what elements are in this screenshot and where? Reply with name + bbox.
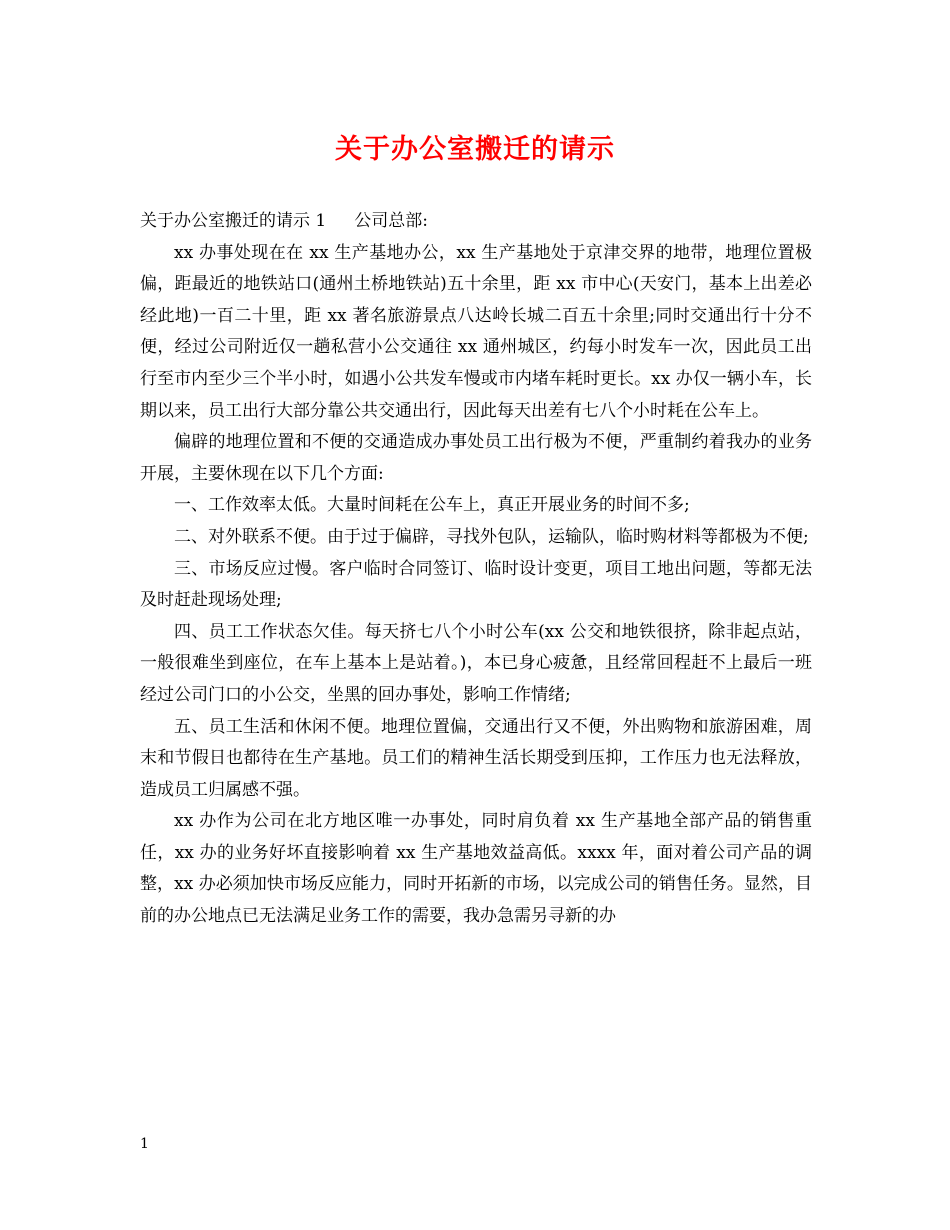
paragraph: xx 办作为公司在北方地区唯一办事处，同时肩负着 xx 生产基地全部产品的销售重任，xx 办的业务好坏直接影响着 xx 生产基地效益高低。xxxx 年，面对着公司产品的调整，xx 办必须加快市场反应能力，同时开拓新的市场，以完成公司的销售任务。显然，目前的办公地点已无法满足业务工作的需要，我办急需另寻新的办 — [140, 811, 812, 927]
paragraph: xx 办事处现在在 xx 生产基地办公，xx 生产基地处于京津交界的地带，地理位置极偏，距最近的地铁站口(通州土桥地铁站)五十余里，距 xx 市中心(天安门，基本上出差必经此地)一百二十里，距 xx 著名旅游景点八达岭长城二百五十余里;同时交通出行十分不便，经过公司附近仅一趟私营小公交通往 xx 通州城区，约每小时发车一次，因此员工出行至市内至少三个半小时，如遇小公共发车慢或市内堵车耗时更长。xx 办仅一辆小车，长期以来，员工出行大部分靠公共交通出行，因此每天出差有七八个小时耗在公车上。 — [140, 242, 812, 421]
document-title: 关于办公室搬迁的请示 — [335, 134, 615, 165]
paragraph: 一、工作效率太低。大量时间耗在公车上，真正开展业务的时间不多; — [174, 495, 690, 516]
paragraph: 三、市场反应过慢。客户临时合同签订、临时设计变更，项目工地出问题，等都无法及时赶赴现场处理; — [140, 558, 812, 611]
paragraph: 二、对外联系不便。由于过于偏辟，寻找外包队，运输队，临时购材料等都极为不便; — [174, 526, 809, 547]
section-heading: 关于办公室搬迁的请示 1 — [140, 211, 327, 231]
paragraph: 四、员工工作状态欠佳。每天挤七八个小时公车(xx 公交和地铁很挤，除非起点站，一般很难坐到座位，在车上基本上是站着。)，本已身心疲惫，且经常回程赶不上最后一班经过公司门口的小公交，坐黑的回办事处，影响工作情绪; — [140, 621, 812, 705]
recipient-line: 公司总部: — [354, 211, 428, 231]
paragraph: 偏辟的地理位置和不便的交通造成办事处员工出行极为不便，严重制约着我办的业务开展，主要休现在以下几个方面: — [140, 432, 812, 484]
first-line — [140, 206, 812, 238]
paragraph: 五、员工生活和休闲不便。地理位置偏，交通出行又不便，外出购物和旅游困难，周末和节假日也都待在生产基地。员工们的精神生活长期受到压抑，工作压力也无法释放，造成员工归属感不强。 — [140, 716, 812, 800]
page-number: 1 — [140, 1136, 149, 1152]
document-body — [140, 206, 812, 933]
